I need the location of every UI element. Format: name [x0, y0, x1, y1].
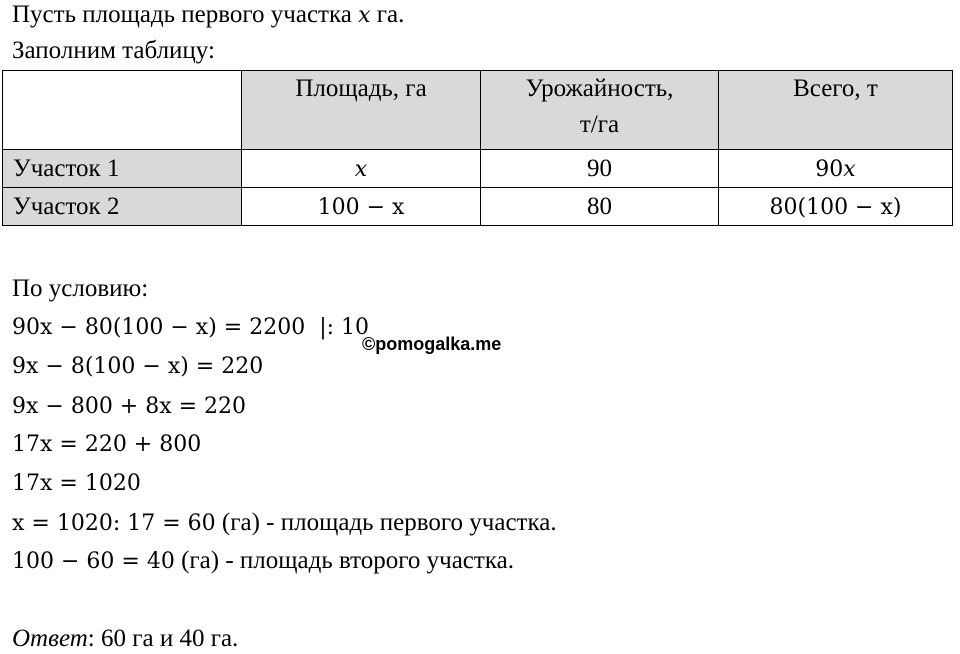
answer-label: Ответ [12, 625, 88, 652]
equation-2 [12, 351, 263, 382]
intro-unit: га. [370, 1, 405, 28]
area-value: 100 − x [317, 194, 405, 220]
header-total: Всего, т [719, 71, 953, 150]
header-yield [481, 71, 719, 150]
condition-label: По условию: [12, 275, 149, 302]
intro-text: Пусть площадь первого участка [12, 1, 359, 28]
intro-line-2: Заполним таблицу: [12, 37, 215, 64]
row-total [719, 150, 953, 188]
equation-6-text: (га) - площадь первого участка. [215, 509, 557, 536]
row-yield: 90 [481, 150, 719, 188]
row-total [719, 188, 953, 226]
row-label: Участок 2 [3, 188, 242, 226]
watermark: ©pomogalka.me [362, 334, 502, 354]
equation-5 [12, 468, 141, 499]
header-area: Площадь, га [242, 71, 481, 150]
equation-7-text: (га) - площадь второго участка. [174, 547, 514, 574]
equation-4-math: 17x = 220 + 800 [12, 432, 202, 457]
intro-line-1 [12, 0, 404, 31]
row-area [242, 188, 481, 226]
equation-7 [12, 546, 514, 577]
table-header-row [3, 71, 953, 150]
header-yield-line-1: Урожайность, [525, 75, 674, 102]
total-value: 80(100 − x) [769, 194, 902, 220]
equation-6 [12, 508, 557, 539]
equation-4 [12, 429, 201, 460]
table-row [3, 188, 953, 226]
answer-text: : 60 га и 40 га. [87, 625, 239, 652]
equation-2-math: 9x − 8(100 − x) = 220 [12, 354, 264, 379]
equation-3-math: 9x − 800 + 8x = 220 [12, 394, 247, 419]
header-yield-line-2: т/га [579, 111, 620, 138]
equation-3 [12, 391, 246, 422]
area-value: x [354, 156, 368, 182]
total-number: 90 [815, 156, 844, 182]
variable-x: x [358, 3, 371, 28]
row-yield: 80 [481, 188, 719, 226]
equation-7-math: 100 − 60 = 40 [12, 549, 175, 574]
equation-1-divisor: |: 10 [305, 315, 370, 340]
total-variable: x [843, 156, 856, 182]
equation-5-math: 17x = 1020 [12, 471, 141, 496]
header-empty-cell [3, 71, 242, 150]
equation-6-math: x = 1020: 17 = 60 [12, 511, 216, 536]
row-area [242, 150, 481, 188]
row-label: Участок 1 [3, 150, 242, 188]
table-row [3, 150, 953, 188]
equation-1-math: 90x − 80(100 − x) = 2200 [12, 315, 306, 340]
data-table [2, 70, 953, 226]
equation-1 [12, 312, 369, 343]
